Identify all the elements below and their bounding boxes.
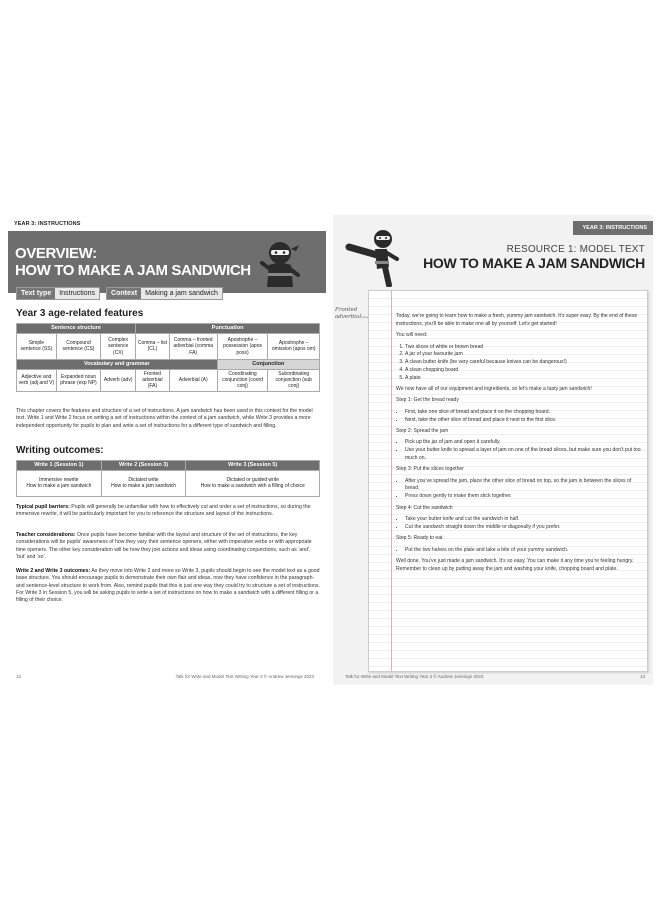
- table-cell: Comma – fronted adverbial (comma FA): [169, 333, 217, 359]
- table-header: Punctuation: [136, 324, 320, 334]
- page-title: HOW TO MAKE A JAM SANDWICH: [423, 255, 645, 271]
- table-cell: Comma – list (CL): [136, 333, 170, 359]
- chip-value: Instructions: [55, 288, 99, 299]
- features-table: [16, 323, 320, 392]
- paragraph-lead: Teacher considerations:: [16, 532, 76, 538]
- banner-line-1: OVERVIEW:: [15, 245, 97, 262]
- paragraph-lead: Typical pupil barriers:: [16, 504, 70, 510]
- table-cell: Subordinating conjunction (sub conj): [268, 369, 320, 391]
- table-header: Sentence structure: [17, 324, 136, 334]
- paragraph-text: Once pupils have become familiar with the layout and structure of the set of instructions, the key considerations will be pupils’ awareness of how they vary their sentence openers, either with imperative verbs or with appropriate time openers. The other key consideration will be how they join actions and ideas using coordinating conjunctions, such as ‘and’, ‘but’ and ‘so’.: [16, 532, 312, 560]
- list-item: • Put the two halves on the plate and take a bite of your yummy sandwich.: [405, 547, 642, 555]
- overview-banner: [8, 231, 326, 293]
- chip-key: Text type: [17, 288, 55, 299]
- table-cell: Dictated or guided write How to make a sandwich with a filling of choice: [186, 470, 320, 496]
- step-list: [396, 516, 642, 531]
- intro-paragraph: This chapter covers the features and structure of a set of instructions. A jam sandwich has been used in this context for the model text. Write 1 and Write 2 focus on writing a set of instructions within the context of a jam sandwich, while Write 3 provides a more independent opportunity for pupils to plan and write a set of instructions for a different type of sandwich and filling.: [16, 408, 313, 429]
- closing-text: Well done. You’ve just made a jam sandwich. It’s so easy. You can make it any time you’re feeling hungry. Remember to clean up by putting away the jam and washing your knife, chopping board and plate.: [396, 557, 634, 572]
- chip-context: [106, 287, 223, 300]
- year-tab: YEAR 3: INSTRUCTIONS: [573, 221, 653, 235]
- table-header: Write 1 (Session 1): [17, 461, 102, 471]
- need-heading: You will need:: [396, 332, 428, 339]
- list-item: • Take your butter knife and cut the sandwich in half.: [405, 516, 642, 524]
- year-label: YEAR 3: INSTRUCTIONS: [14, 221, 81, 227]
- model-intro: Today, we’re going to learn how to make a fresh, yummy jam sandwich. It’s super easy. By the end of these instructions, you’ll be able to make one all by yourself. Let’s get started!: [396, 313, 638, 327]
- resource-title: [423, 244, 645, 271]
- table-cell: Simple sentence (SS): [17, 333, 57, 359]
- table-cell: Fronted adverbial (FA): [136, 369, 170, 391]
- kicking-ninja-icon: [343, 225, 401, 287]
- outcomes-paragraph: [16, 568, 320, 604]
- table-header: Conjunction: [217, 359, 319, 369]
- paragraph-text: Pupils will generally be unfamiliar with how to effectively cut and order a set of instructions, so during the immersive rewrite, it will be particularly important for you to reference the structure and layout of the instructions.: [16, 504, 311, 518]
- chip-key: Context: [107, 288, 141, 299]
- table-cell: Compound sentence (CS): [56, 333, 101, 359]
- barriers-paragraph: [16, 504, 320, 519]
- equipment-list: [396, 344, 642, 383]
- table-header: Write 3 (Session 5): [186, 461, 320, 471]
- step-list: [396, 547, 642, 555]
- list-item: • Next, take the other slice of bread and place it next to the first slice.: [405, 417, 642, 425]
- table-header: Write 2 (Session 3): [101, 461, 186, 471]
- step-title: Step 5: Ready to eat: [396, 535, 443, 542]
- model-text: [396, 313, 642, 577]
- list-item: 1. Two slices of white or brown bread: [405, 344, 642, 352]
- table-cell: Adverb (adv): [101, 369, 136, 391]
- list-item: • After you’ve spread the jam, place the other slice of bread on top, so the jam is between the slices of bread.: [405, 478, 642, 493]
- outcomes-heading: Writing outcomes:: [16, 445, 104, 456]
- paragraph-text: As they move into Write 2 and more so Write 3, pupils should begin to see the model text as a good base structure. You should encourage pupils to demonstrate their own flair and ideas, now they have confidence in the paragraph- and sentence-level structure to work from. Also, remind pupils that this is just one way they could try to structure a set of instructions. For Write 3 in Session 5, you will be asking pupils to write a set of instructions on how to make a sandwich with a different filling or a filling of their choice.: [16, 568, 320, 604]
- list-item: 3. A clean butter knife (be very careful because knives can be dangerous!): [405, 359, 642, 367]
- margin-annotation: Fronted adverbial: [335, 307, 362, 320]
- footer-text: Talk for Write and Model Text Writing Year 3 © Andrew Jennings 2023: [345, 674, 484, 679]
- list-item: • First, take one slice of bread and place it on the chopping board.: [405, 409, 642, 417]
- ready-text: We now have all of our equipment and ingredients, so let’s make a tasty jam sandwich!: [396, 385, 592, 392]
- chip-value: Making a jam sandwich: [141, 288, 222, 299]
- considerations-paragraph: [16, 532, 320, 561]
- text-type-chips: [16, 287, 223, 300]
- list-item: 4. A clean chopping board: [405, 367, 642, 375]
- step-title: Step 4: Cut the sandwich: [396, 504, 453, 511]
- step-title: Step 2: Spread the jam: [396, 427, 449, 434]
- list-item: • Use your butter knife to spread a layer of jam on one of the bread slices, but make sure you don’t put too much on.: [405, 447, 642, 462]
- step-list: [396, 439, 642, 462]
- left-page: [8, 215, 328, 685]
- list-item: 2. A jar of your favourite jam: [405, 351, 642, 359]
- features-heading: Year 3 age-related features: [16, 308, 144, 319]
- table-cell: Dictated write How to make a jam sandwich: [101, 470, 186, 496]
- step-list: [396, 409, 642, 424]
- resource-label: RESOURCE 1: MODEL TEXT: [506, 244, 645, 255]
- outcomes-table: [16, 460, 320, 497]
- table-cell: Expanded noun phrase (exp NP): [56, 369, 101, 391]
- list-item: • Pick up the jar of jam and open it carefully.: [405, 439, 642, 447]
- list-item: 5. A plate: [405, 375, 642, 383]
- list-item: • Cut the sandwich straight down the middle or diagonally if you prefer.: [405, 524, 642, 532]
- lined-paper: [368, 290, 648, 672]
- table-cell: Adverbial (A): [169, 369, 217, 391]
- table-header: Vocabulary and grammar: [17, 359, 218, 369]
- table-cell: Coordinating conjunction (coord conj): [217, 369, 268, 391]
- paper-margin-line: [391, 291, 392, 671]
- table-cell: Adjective and verb (adj and V): [17, 369, 57, 391]
- right-page: [333, 215, 653, 685]
- banner-line-2: HOW TO MAKE A JAM SANDWICH: [15, 262, 251, 279]
- table-cell: Immersive rewrite How to make a jam sandwich: [17, 470, 102, 496]
- step-title: Step 3: Put the slices together: [396, 466, 464, 473]
- footer-text: Talk for Write and Model Text Writing Year 3 © Andrew Jennings 2023: [175, 674, 314, 679]
- ninja-icon: [258, 239, 302, 291]
- page-number: 12: [16, 674, 22, 679]
- table-cell: Complex sentence (CX): [101, 333, 136, 359]
- table-cell: Apostrophe – omission (apos om): [268, 333, 320, 359]
- table-cell: Apostrophe – possession (apos poss): [217, 333, 268, 359]
- step-title: Step 1: Get the bread ready: [396, 397, 459, 404]
- step-list: [396, 478, 642, 501]
- page-number: 13: [639, 674, 645, 679]
- paragraph-lead: Write 2 and Write 3 outcomes:: [16, 568, 91, 574]
- list-item: • Press down gently to make them stick together.: [405, 493, 642, 501]
- chip-text-type: [16, 287, 100, 300]
